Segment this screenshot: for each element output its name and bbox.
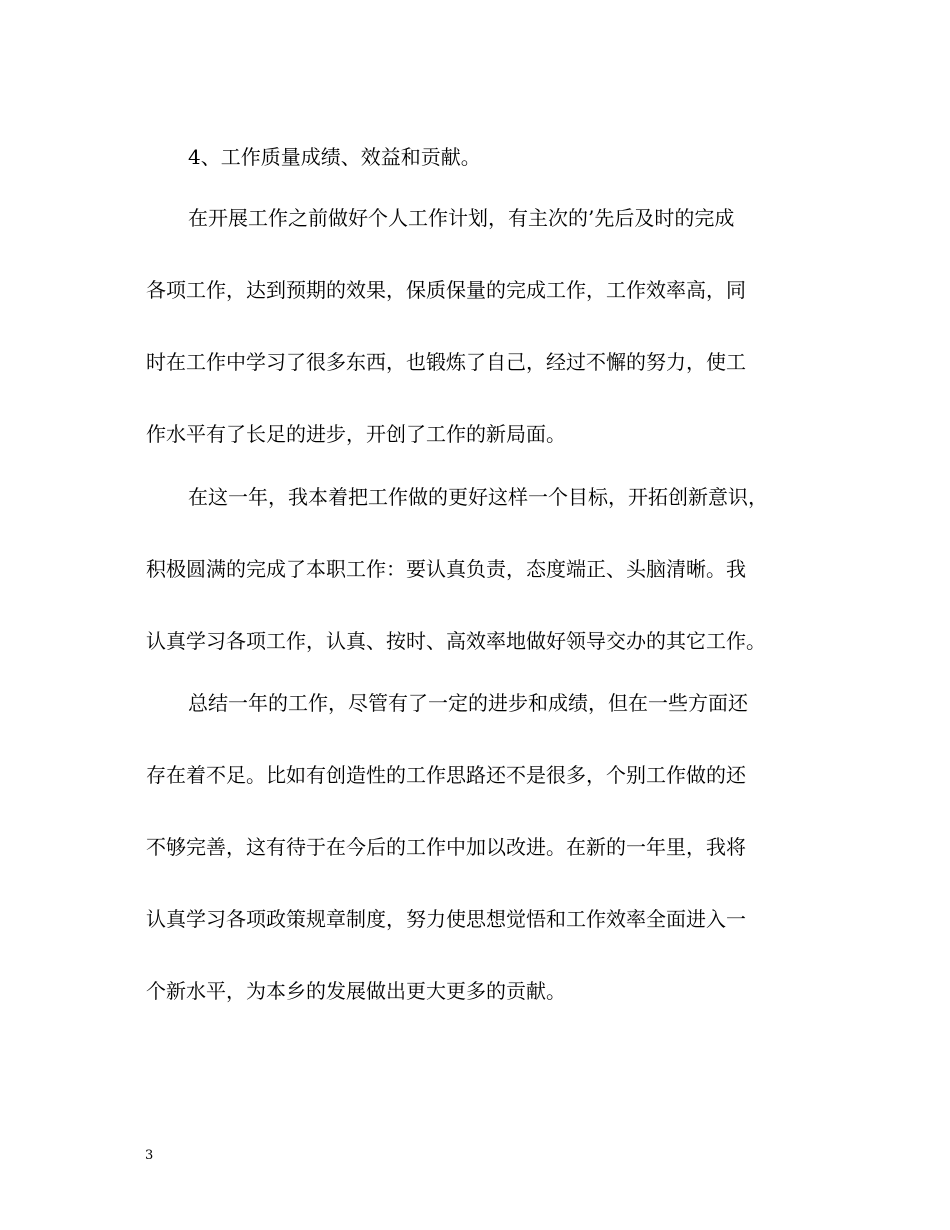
paragraph-1-line-1: 在开展工作之前做好个人工作计划，有主次的’先后及时的完成: [188, 206, 735, 230]
section-heading: 4、工作质量成绩、效益和贡献。: [188, 145, 481, 169]
page-number: 3: [145, 1148, 154, 1163]
paragraph-2-line-3: 认真学习各项工作，认真、按时、高效率地做好领导交办的其它工作。: [146, 629, 766, 653]
paragraph-1-line-3: 时在工作中学习了很多东西，也锻炼了自己，经过不懈的努力，使工: [146, 350, 746, 374]
paragraph-2-line-2: 积极圆满的完成了本职工作：要认真负责，态度端正、头脑清晰。我: [146, 557, 746, 581]
paragraph-3-line-3: 不够完善，这有待于在今后的工作中加以改进。在新的一年里，我将: [146, 835, 746, 859]
paragraph-2-line-1: 在这一年，我本着把工作做的更好这样一个目标，开拓创新意识，: [188, 485, 768, 509]
paragraph-1-line-2: 各项工作，达到预期的效果，保质保量的完成工作，工作效率高，同: [146, 278, 746, 302]
paragraph-1-line-4: 作水平有了长足的进步，开创了工作的新局面。: [146, 422, 566, 446]
paragraph-3-line-1: 总结一年的工作，尽管有了一定的进步和成绩，但在一些方面还: [188, 691, 748, 715]
paragraph-3-line-4: 认真学习各项政策规章制度，努力使思想觉悟和工作效率全面进入一: [146, 907, 746, 931]
paragraph-3-line-5: 个新水平，为本乡的发展做出更大更多的贡献。: [146, 979, 566, 1003]
paragraph-3-line-2: 存在着不足。比如有创造性的工作思路还不是很多，个别工作做的还: [146, 763, 746, 787]
